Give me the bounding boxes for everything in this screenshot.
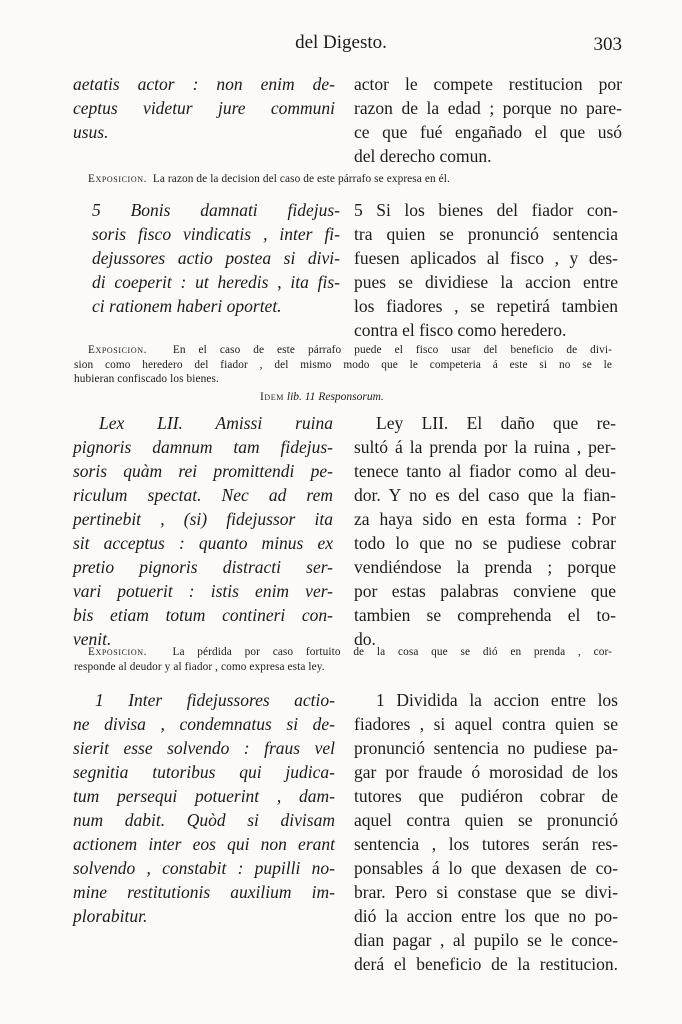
text-line: bis etiam totum contineri con- [73,605,333,625]
text-line: sit acceptus : quanto minus ex [73,533,333,553]
text-line: sentencia , los tutores serán res- [354,834,618,854]
text-line: los fiadores , se repetirá tambien [354,296,618,316]
exposicion-note-2 [74,343,612,387]
text-line: dian pagar , al pupilo se le conce- [354,930,618,950]
text-line: 5 Si los bienes del fiador con- [354,200,618,220]
text-line: 1 Dividida la accion entre los [376,690,618,710]
text-line: 1 Inter fidejussores actio- [95,690,335,710]
text-line: ponsables á lo que dexasen de co- [354,858,618,878]
text-line: solvendo , constabit : pupilli no- [73,858,335,878]
text-line: La razon de la decision del caso de este párrafo se expresa en él. [152,173,450,185]
text-line: dió la accion entre los que no po- [354,906,618,926]
text-line: por estas palabras conviene que [354,581,616,601]
text-line: dor. Y no es del caso que la fian- [354,485,616,505]
text-line: ci rationem haberi oportet. [92,296,282,316]
text-line: pretio pignoris distracti ser- [73,557,333,577]
text-line: todo lo que no se pudiese cobrar [354,533,616,553]
citation-book: lib. 11 [286,391,316,403]
text-line: tenece tanto al fiador como al deu- [354,461,616,481]
text-line: Ley LII. El daño que re- [376,413,616,433]
text-line: mine restitutionis auxilium im- [73,882,335,902]
text-line: La pérdida por caso fortuito de la cosa que se dió en prenda , cor- [172,646,612,658]
text-line: plorabitur. [73,906,148,926]
text-line: sultó á la prenda por la ruina , per- [354,437,616,457]
latin-column-block-1 [73,72,335,144]
page-number: 303 [593,34,622,55]
citation-work: Responsorum. [318,391,384,403]
text-line: actor le compete restitucion por [354,74,622,94]
spanish-column-block-2 [354,198,618,342]
text-line: aetatis actor : non enim de- [73,74,335,94]
text-line: Lex LII. Amissi ruina [99,413,333,433]
text-line: vendiéndose la prenda ; porque [354,557,616,577]
text-line: sierit esse solvendo : fraus vel [73,738,335,758]
text-line: ce que fué engañado el que usó [354,122,622,142]
spanish-column-block-1 [354,72,622,168]
text-line: num dabit. Quòd si divisam [73,810,335,830]
text-line: usus. [73,122,109,142]
text-line: del derecho comun. [354,146,492,166]
text-line: pertinebit , (si) fidejussor ita [73,509,333,529]
text-line: pues se dividiese la accion entre [354,272,618,292]
text-line: pignoris damnum tam fidejus- [73,437,333,457]
text-line: do. [354,629,376,649]
text-line: soris quàm rei promittendi pe- [73,461,333,481]
text-line: gar por fraude ó morosidad de los [354,762,618,782]
exposicion-note-1 [88,172,618,187]
text-line: brar. Pero si constase que se divi- [354,882,618,902]
spanish-column-block-3 [354,411,616,651]
citation-author: Idem [260,391,285,403]
text-line: fuesen aplicados al fisco , y des- [354,248,618,268]
text-line: pronunció sentencia no pudiese pa- [354,738,618,758]
latin-column-block-4 [73,688,335,928]
exposicion-label: Exposicion. [88,646,147,658]
text-line: 5 Bonis damnati fidejus- [92,200,340,220]
text-line: tum persequi potuerint , dam- [73,786,335,806]
exposicion-label: Exposicion. [88,173,147,185]
text-line: fiadores , si aquel contra quien se [354,714,618,734]
text-line: ceptus videtur jure communi [73,98,335,118]
text-line: hubieran confiscado los bienes. [74,373,219,385]
text-line: za haya sido en esta forma : Por [354,509,616,529]
text-line: actionem inter eos qui non erant [73,834,335,854]
source-citation [260,391,384,403]
text-line: derá el beneficio de la restitucion. [354,954,618,974]
text-line: aquel contra quien se pronunció [354,810,618,830]
running-head-title: del Digesto. [295,32,387,53]
exposicion-note-3 [74,645,612,674]
text-line: riculum spectat. Nec ad rem [73,485,333,505]
text-line: tambien se comprehenda el to- [354,605,616,625]
text-line: di coeperit : ut heredis , ita fis- [92,272,340,292]
text-line: tutores que pudiéron cobrar de [354,786,618,806]
text-line: contra el fisco como heredero. [354,320,567,340]
exposicion-label: Exposicion. [88,344,147,356]
text-line: venit. [73,629,112,649]
text-line: segnitia tutoribus qui judica- [73,762,335,782]
text-line: soris fisco vindicatis , inter fi- [92,224,340,244]
text-line: razon de la edad ; porque no pare- [354,98,622,118]
latin-column-block-2 [92,198,340,318]
text-line: responde al deudor y al fiador , como expresa esta ley. [74,660,325,673]
spanish-column-block-4 [354,688,618,976]
text-line: vari potuerit : istis enim ver- [73,581,333,601]
text-line: dejussores actio postea si divi- [92,248,340,268]
latin-column-block-3 [73,411,333,651]
text-line: sion como heredero del fiador , del mismo modo que le competeria á este si no se le [74,358,612,371]
text-line: ne divisa , condemnatus si de- [73,714,335,734]
text-line: tra quien se pronunció sentencia [354,224,618,244]
text-line: En el caso de este párrafo puede el fisco usar del beneficio de divi- [172,344,612,356]
